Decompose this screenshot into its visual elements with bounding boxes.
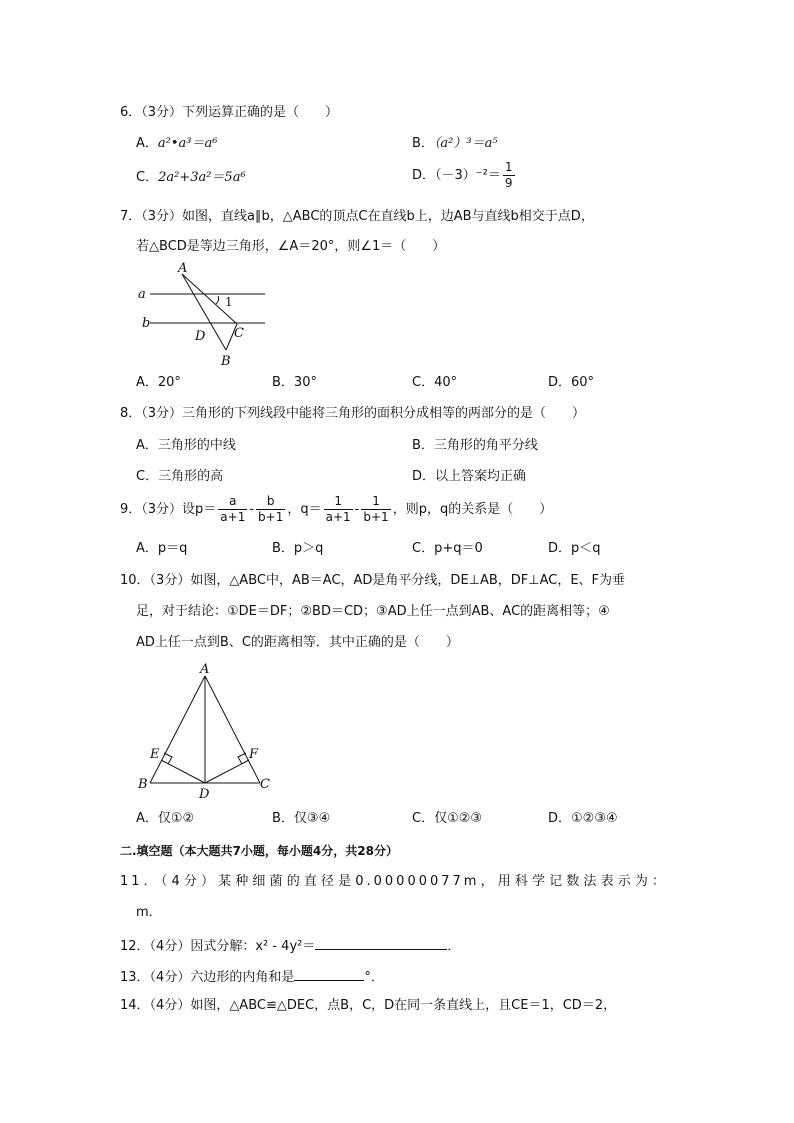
q8-option-a: A．三角形的中线 [136,438,236,453]
q10-option-c: C．仅①②③ [412,811,483,826]
q9-lead: 9．（3分）设p＝ [120,502,217,517]
q10-option-a: A．仅①② [136,811,195,826]
q9-stem [120,494,552,526]
q13-stem [120,966,384,987]
q6-option-b-expr: （a²）³＝a⁵ [433,136,498,151]
q10-label-B: B [138,777,148,792]
q7-option-b: B．30° [272,375,317,390]
q12-stem [120,935,460,956]
q13-tail: °． [364,970,384,985]
q9-f1-num: a [218,494,247,510]
q8-option-d: D．以上答案均正确 [412,469,527,484]
q9-fraction-1 [218,494,247,525]
q7-label-B: B [221,354,231,369]
q6-option-c-expr: 2a²+3a²＝5a⁶ [158,170,246,185]
q10-line-3: AD上任一点到B、C的距离相等．其中正确的是（ ） [136,635,459,650]
q6-option-d-lead: （－3）⁻²＝ [435,168,501,183]
q12-tail: ． [447,939,461,954]
q12-answer-blank[interactable] [315,935,447,950]
q7-label-a: a [138,287,146,302]
q7-line-1: 7．（3分）如图，直线a∥b，△ABC的顶点C在直线b上，边AB与直线b相交于点D， [120,209,594,224]
q10-segment-df [205,760,249,783]
q7-angle-1-arc [216,296,219,304]
q9-f4-den: b+1 [363,510,389,524]
q10-line-2: 足，对于结论：①DE＝DF；②BD＝CD；③AD上任一点到AB、AC的距离相等；④ [136,604,610,619]
q8-option-b: B．三角形的角平分线 [412,438,538,453]
q9-f2-num: b [256,494,285,510]
q10-label-A: A [200,662,210,677]
q9-f3-num: 1 [324,494,353,510]
q10-label-D: D [199,787,210,802]
section-fill-in-heading: 二.填空题（本大题共7小题，每小题4分，共28分） [120,844,398,858]
q9-f1-den: a+1 [220,510,246,524]
q6-option-a-expr: a²•a³＝a⁶ [157,136,218,151]
q9-fraction-3 [324,494,353,525]
q6-option-b [412,135,498,153]
q10-option-b: B．仅③④ [272,811,331,826]
q10-figure [132,660,282,802]
q14-line-1: 14．（4分）如图，△ABC≌△DEC，点B，C，D在同一条直线上，且CE＝1，CD＝2， [120,998,617,1013]
q6-d-den: 9 [504,176,513,190]
q10-option-d: D．①②③④ [548,811,618,826]
q6-option-c [136,169,246,187]
q9-mid: ，q＝ [287,502,322,517]
q6-option-d-fraction [503,160,515,191]
q9-f3-den: a+1 [325,510,351,524]
q9-option-b: B．p＞q [272,541,324,556]
q9-f2-den: b+1 [258,510,284,524]
q13-answer-blank[interactable] [294,966,364,981]
q8-option-c: C．三角形的高 [136,469,224,484]
q7-option-a: A．20° [136,375,181,390]
q6-stem: 6．（3分）下列运算正确的是（ ） [120,105,339,120]
q6-option-d [412,160,517,191]
q10-line-1: 10．（3分）如图，△ABC中，AB＝AC，AD是角平分线，DE⊥AB，DF⊥AC，E、F为垂 [120,573,626,588]
q10-segment-de [161,760,205,783]
q9-minus-1: - [249,502,255,517]
q7-line-2: 若△BCD是等边三角形，∠A＝20°，则∠1＝（ ） [136,239,446,254]
q9-option-a: A．p＝q [136,541,188,556]
q9-tail: ，则p，q的关系是（ ） [392,502,553,517]
q10-label-E: E [150,747,160,762]
q7-figure [130,258,280,370]
q6-option-c-label: C． [136,170,159,185]
q11-line-2: m． [136,905,162,920]
q9-fraction-4 [361,494,390,525]
q13-lead: 13．（4分）六边形的内角和是 [120,970,295,985]
q7-label-b: b [142,316,151,331]
q9-fraction-2 [256,494,285,525]
q9-f4-num: 1 [361,494,390,510]
q6-option-d-label: D． [412,168,436,183]
q10-label-C: C [260,777,270,792]
q7-label-D: D [195,329,206,344]
q7-label-C: C [234,326,244,341]
q9-option-d: D．p＜q [548,541,601,556]
q6-option-a [136,135,217,153]
q12-lead: 12．（4分）因式分解：x² - 4y²＝ [120,939,316,954]
q6-option-a-label: A． [136,136,158,151]
q11-line-1: 11．（4分）某种细菌的直径是0.00000077m，用科学记数法表示为： [120,874,668,889]
q9-option-c: C．p+q＝0 [412,541,483,556]
q6-option-b-label: B． [412,136,434,151]
q10-side-ac [205,676,260,783]
q7-option-d: D．60° [548,375,595,390]
q7-label-1: 1 [225,295,233,309]
q10-side-ab [150,676,205,783]
q7-option-c: C．40° [412,375,458,390]
q6-d-num: 1 [504,160,513,174]
q10-label-F: F [249,747,259,762]
q7-label-A: A [178,261,188,276]
q8-stem: 8．（3分）三角形的下列线段中能将三角形的面积分成相等的两部分的是（ ） [120,406,586,421]
q9-minus-2: - [354,502,360,517]
